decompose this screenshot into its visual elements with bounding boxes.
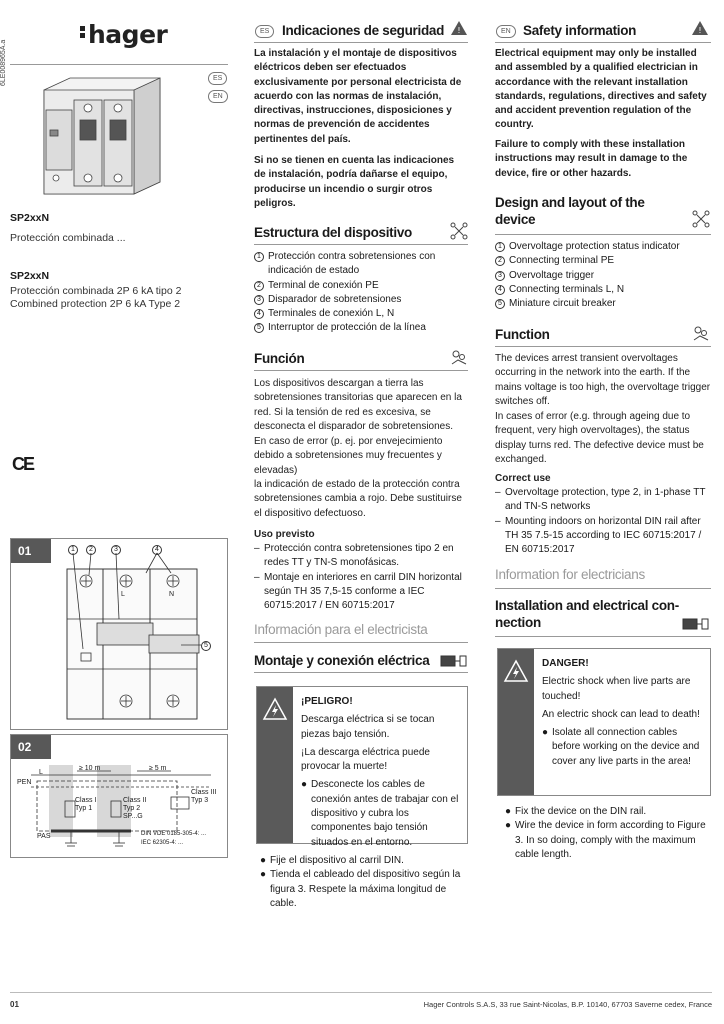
list-item: 1 Protección contra sobretensiones con indicación de estado [254,250,468,279]
figure-number: 01 [11,539,51,563]
callout-4: 4 [152,545,162,555]
danger-box-en [497,648,711,796]
function-title-es: Función [254,351,305,366]
product-description-en: Combined protection 2P 6 kA Type 2 [10,298,181,310]
use-list-en [495,486,711,557]
safety-paragraph-es: La instalación y el montaje de dispositivos eléctricos deben ser efectuados exclusivamente por personal electricista de acuerdo con las normas de instalación, directivas, instrucciones, disposiciones y normas de prevención de accidentes pertinentes del país. [254,48,462,145]
product-code-2: SP2xxN [10,270,50,282]
svg-text:!: ! [457,26,461,35]
list-item: 2 Connecting terminal PE [495,254,711,268]
figure-02 [10,734,228,858]
list-item: 5 Interruptor de protección de la línea [254,321,468,335]
safety-warning-icon [449,19,469,39]
pen-label: PEN [17,779,32,786]
design-list-en [495,240,711,311]
ce-mark: CE [12,454,34,474]
function-paragraph-3-es: la indicación de estado de la protección contra sobretensiones cambia a rojo. Debe sustituirse el dispositivo defectuoso. [254,479,462,519]
safety-warning-es: Si no se tienen en cuenta las indicaciones de instalación, podría dañarse el equipo, producirse un incendio o surgir otros peligros. [254,155,455,209]
structure-list-es [254,250,468,336]
list-item: 1 Overvoltage protection status indicator [495,240,711,254]
danger-text-1: Descarga eléctrica si se tocan piezas bajo tensión. [301,714,435,740]
class-2-label: Class II Typ 2 SP...G [123,797,147,820]
lang-badge-en: EN [496,25,516,38]
terminal-l-label: L [121,591,125,598]
list-item: ● Fix the device on the DIN rail. [505,806,647,817]
structure-icon [450,222,468,240]
class-1-label: Class I Typ 1 [75,797,97,812]
list-item: 2 Terminal de conexión PE [254,279,468,293]
electric-shock-warning-icon [503,659,529,683]
divider [495,346,711,347]
divider [254,642,468,643]
install-list-es [260,854,468,911]
list-item: 3 Overvoltage trigger [495,269,711,283]
svg-text:!: ! [698,26,702,35]
danger-text-2: An electric shock can lead to death! [542,708,700,720]
device-front-diagram [11,539,229,731]
logo-text: hager [88,20,168,49]
list-item: – Overvoltage protection, type 2, in 1-phase TT and TN-S networks [495,487,706,513]
document-code: 6LE008965A.a [0,39,7,86]
list-item: 4 Connecting terminals L, N [495,283,711,297]
danger-text-1: Electric shock when live parts are touched! [542,676,691,702]
function-paragraph-es: Los dispositivos descargan a tierra las sobretensiones transitorias que aparecen en la red. Si la tensión de red es excesiva, se desconecta el disparador de sobretensiones. [254,378,462,432]
danger-content [301,695,461,850]
electrician-title-es: Información para el electricista [254,622,428,637]
list-item: – Protección contra sobretensiones tipo 2 en redes TT y TN-S monofásicas. [254,543,454,569]
list-item: ● Fije el dispositivo al carril DIN. [260,855,404,866]
function-paragraph-2-es: En caso de error (p. ej. por envejecimiento debido a sobretensiones muy frecuentes y elevadas) [254,436,443,476]
danger-side-bar [257,687,293,843]
callout-2: 2 [86,545,96,555]
use-title-en: Correct use [495,473,551,484]
figure-number: 02 [11,735,51,759]
electrician-title-en: Information for electricians [495,567,645,582]
class-3-label: Class III Typ 3 [191,789,217,804]
safety-paragraph-en: Electrical equipment may only be installed and assembled by a qualified electrician in accordance with the relevant installation standards, regulations, directives and safety and accident prevention regulation of the country. [495,48,707,131]
divider [254,672,468,673]
hager-logo [80,20,167,49]
use-title-es: Uso previsto [254,529,315,540]
list-item: ● Tienda el cableado del dispositivo según la figura 3. Respete la máxima longitud de cable. [260,869,461,909]
product-description-es: Protección combinada 2P 6 kA tipo 2 [10,285,182,297]
device-illustration [32,70,182,200]
footer-address: Hager Controls S.A.S, 33 rue Saint-Nicolas, B.P. 10140, 67703 Saverne cedex, France [423,1000,712,1009]
safety-warning-icon [690,19,710,39]
product-description: Protección combinada ... [10,232,126,244]
logo-dots-icon [80,24,86,40]
divider [254,370,468,371]
danger-bullet: ● Desconecte los cables de conexión antes de trabajar con el dispositivo y cubra los componentes bajo tensión situados en el entorno. [301,779,459,848]
function-paragraph-en: The devices arrest transient overvoltages occurring in the network into the earth. If the mains voltage is too high, the overvoltage trigger switches off. [495,353,711,407]
divider [254,244,468,245]
divider [495,588,711,589]
callout-3: 3 [111,545,121,555]
figure-01 [10,538,228,730]
divider [495,636,711,637]
lang-badge-es: ES [255,25,274,38]
callout-5: 5 [201,641,211,651]
norm-iec: IEC 62305-4: ... [141,840,184,846]
line-l-label: L [39,769,43,776]
connection-icon [682,617,710,631]
lang-badge-en: EN [208,90,228,103]
danger-text-2: ¡La descarga eléctrica puede provocar la muerte! [301,746,430,773]
safety-warning-en: Failure to comply with these installation instructions may result in damage to the device, fire or other hazards. [495,139,688,179]
install-list-en [505,805,711,862]
danger-box-es [256,686,468,848]
divider [254,42,468,43]
list-item: 4 Terminales de conexión L, N [254,307,468,321]
use-list-es [254,542,468,613]
page-number: 01 [10,1000,19,1009]
norm-din: DIN VDE 0185-305-4: ... [141,831,207,837]
design-title-en: Design and layout of the device [495,195,645,227]
structure-title-es: Estructura del dispositivo [254,225,412,240]
function-gears-icon [692,324,710,342]
list-item: ● Wire the device in form according to Figure 3. In so doing, comply with the maximum cable length. [505,820,706,860]
terminal-n-label: N [169,591,175,598]
structure-icon [692,210,710,228]
product-code: SP2xxN [10,212,50,224]
divider [495,234,711,235]
safety-title-es: Indicaciones de seguridad [282,23,445,38]
function-gears-icon [450,348,468,366]
list-item: – Mounting indoors on horizontal DIN rail after TH 35 7.5-15 according to IEC 60715:2017 / EN 60715:2017 [495,515,702,556]
pas-label: PAS [37,833,51,840]
distance-10m: ≥ 10 m [79,765,101,772]
list-item: – Montaje en interiores en carril DIN horizontal según TH 35 7,5-15 conforme a IEC 60715:2017 / EN 60715:2017 [254,571,462,612]
callout-1: 1 [68,545,78,555]
function-title-en: Function [495,327,550,342]
safety-title-en: Safety information [523,23,637,38]
install-title-en: Installation and electrical con- nection [495,598,679,630]
danger-title: ¡PELIGRO! [301,696,353,707]
function-paragraph-2-en: In cases of error (e.g. through ageing due to frequent, very high overvoltages), the status display turns red. The defective device must be exchanged. [495,411,704,465]
electric-shock-warning-icon [262,697,288,721]
list-item: 3 Disparador de sobretensiones [254,293,468,307]
install-title-es: Montaje y conexión eléctrica [254,653,430,668]
distance-5m: ≥ 5 m [149,765,167,772]
divider [495,42,711,43]
danger-side-bar [498,649,534,795]
danger-content [542,657,704,769]
connection-icon [440,654,468,668]
danger-bullet: ● Isolate all connection cables before working on the device and cover any live parts in the area! [542,727,700,767]
lang-badge-es: ES [208,72,227,85]
danger-title: DANGER! [542,658,589,669]
footer-divider [10,992,712,993]
list-item: 5 Miniature circuit breaker [495,297,711,311]
